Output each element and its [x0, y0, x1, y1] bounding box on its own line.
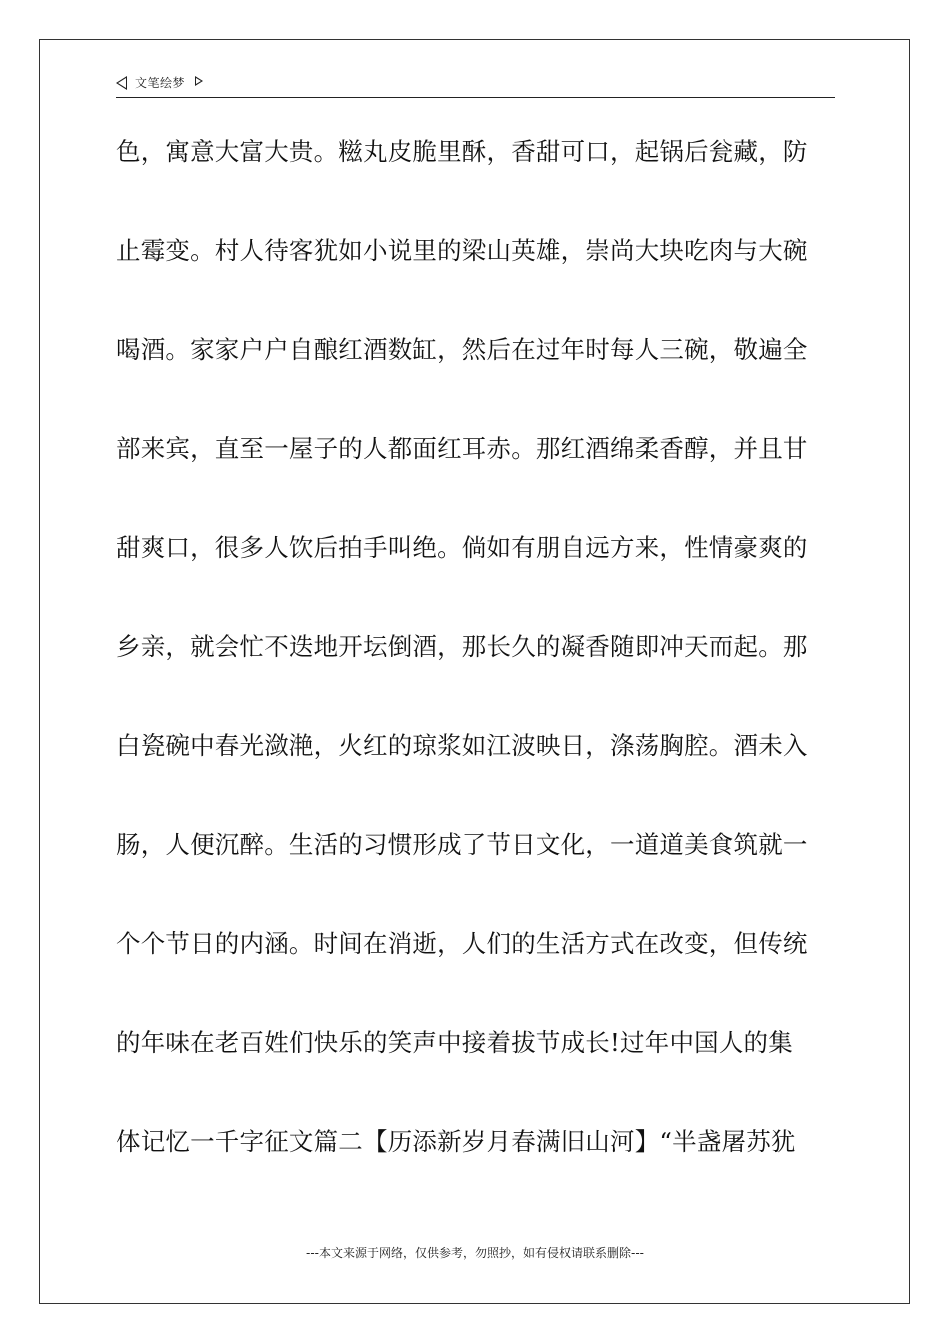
- text-line: 的年味在老百姓们快乐的笑声中接着拔节成长!过年中国人的集: [116, 1028, 793, 1057]
- text-line: 色，寓意大富大贵。糍丸皮脆里酥，香甜可口，起锅后瓮藏，防: [116, 137, 808, 166]
- text-line: 白瓷碗中春光潋滟，火红的琼浆如江波映日，涤荡胸腔。酒未入: [116, 731, 808, 760]
- text-line: 体记忆一千字征文篇二【历添新岁月春满旧山河】“半盏屠苏犹: [116, 1127, 796, 1156]
- text-line: 止霉变。村人待客犹如小说里的梁山英雄，崇尚大块吃肉与大碗: [116, 236, 808, 265]
- text-line: 肠，人便沉醉。生活的习惯形成了节日文化，一道道美食筑就一: [116, 830, 808, 859]
- footer-disclaimer: ---本文来源于网络，仅供参考，勿照抄，如有侵权请联系删除---: [306, 1246, 644, 1260]
- right-triangle-icon: [195, 76, 203, 86]
- left-triangle-icon: [116, 76, 127, 90]
- text-line: 个个节日的内涵。时间在消逝，人们的生活方式在改变，但传统: [116, 929, 808, 958]
- text-line: 喝酒。家家户户自酿红酒数缸，然后在过年时每人三碗，敬遍全: [116, 335, 808, 364]
- header-brand: 文笔绘梦: [135, 76, 186, 90]
- body-text: [116, 120, 838, 1209]
- text-line: 部来宾，直至一屋子的人都面红耳赤。那红酒绵柔香醇，并且甘: [116, 434, 808, 463]
- page-header: [116, 72, 835, 98]
- text-line: 乡亲，就会忙不迭地开坛倒酒，那长久的凝香随即冲天而起。那: [116, 632, 808, 661]
- text-line: 甜爽口，很多人饮后拍手叫绝。倘如有朋自远方来，性情豪爽的: [116, 533, 808, 562]
